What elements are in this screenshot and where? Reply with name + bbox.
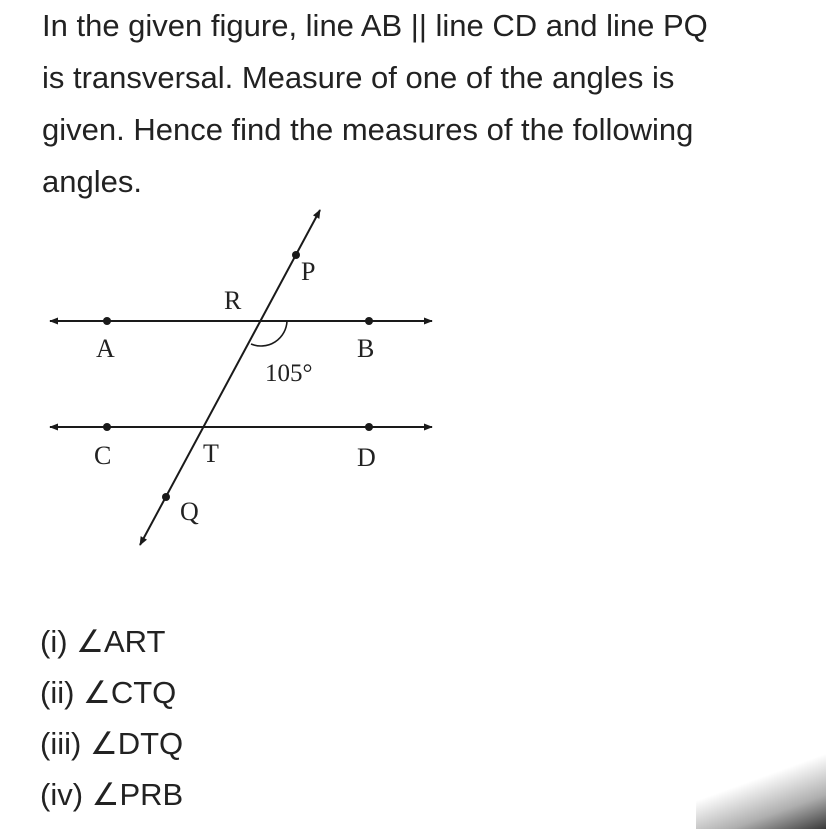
sub-questions (40, 616, 183, 820)
label-r: R (224, 286, 242, 315)
label-c: C (94, 441, 112, 470)
question-line-1: In the given figure, line AB || line CD and line PQ (42, 8, 708, 43)
label-b: B (357, 334, 375, 363)
sub-question-number: (iii) (40, 726, 82, 761)
sub-question-3 (40, 718, 183, 769)
point-c (103, 423, 111, 431)
sub-question-4 (40, 769, 183, 820)
angle-arc-105 (251, 321, 287, 346)
label-t: T (203, 439, 219, 468)
sub-question-2 (40, 667, 183, 718)
sub-question-angle: ∠PRB (91, 777, 184, 812)
sub-question-angle: ∠ART (76, 624, 166, 659)
point-a (103, 317, 111, 325)
point-q (162, 493, 170, 501)
label-d: D (357, 443, 376, 472)
sub-question-angle: ∠CTQ (83, 675, 177, 710)
point-b (365, 317, 373, 325)
question-line-2: is transversal. Measure of one of the angles is (42, 60, 675, 95)
sub-question-number: (iv) (40, 777, 84, 812)
page-curl-shadow (696, 739, 826, 829)
sub-question-angle: ∠DTQ (89, 726, 184, 761)
question-line-4: angles. (42, 164, 142, 199)
point-p (292, 251, 300, 259)
sub-question-number: (i) (40, 624, 68, 659)
question-line-3: given. Hence find the measures of the following (42, 112, 694, 147)
angle-value-label: 105° (265, 360, 313, 387)
point-d (365, 423, 373, 431)
label-p: P (301, 257, 316, 286)
sub-question-1 (40, 616, 183, 667)
label-a: A (96, 334, 115, 363)
sub-question-number: (ii) (40, 675, 75, 710)
label-q: Q (180, 497, 199, 526)
